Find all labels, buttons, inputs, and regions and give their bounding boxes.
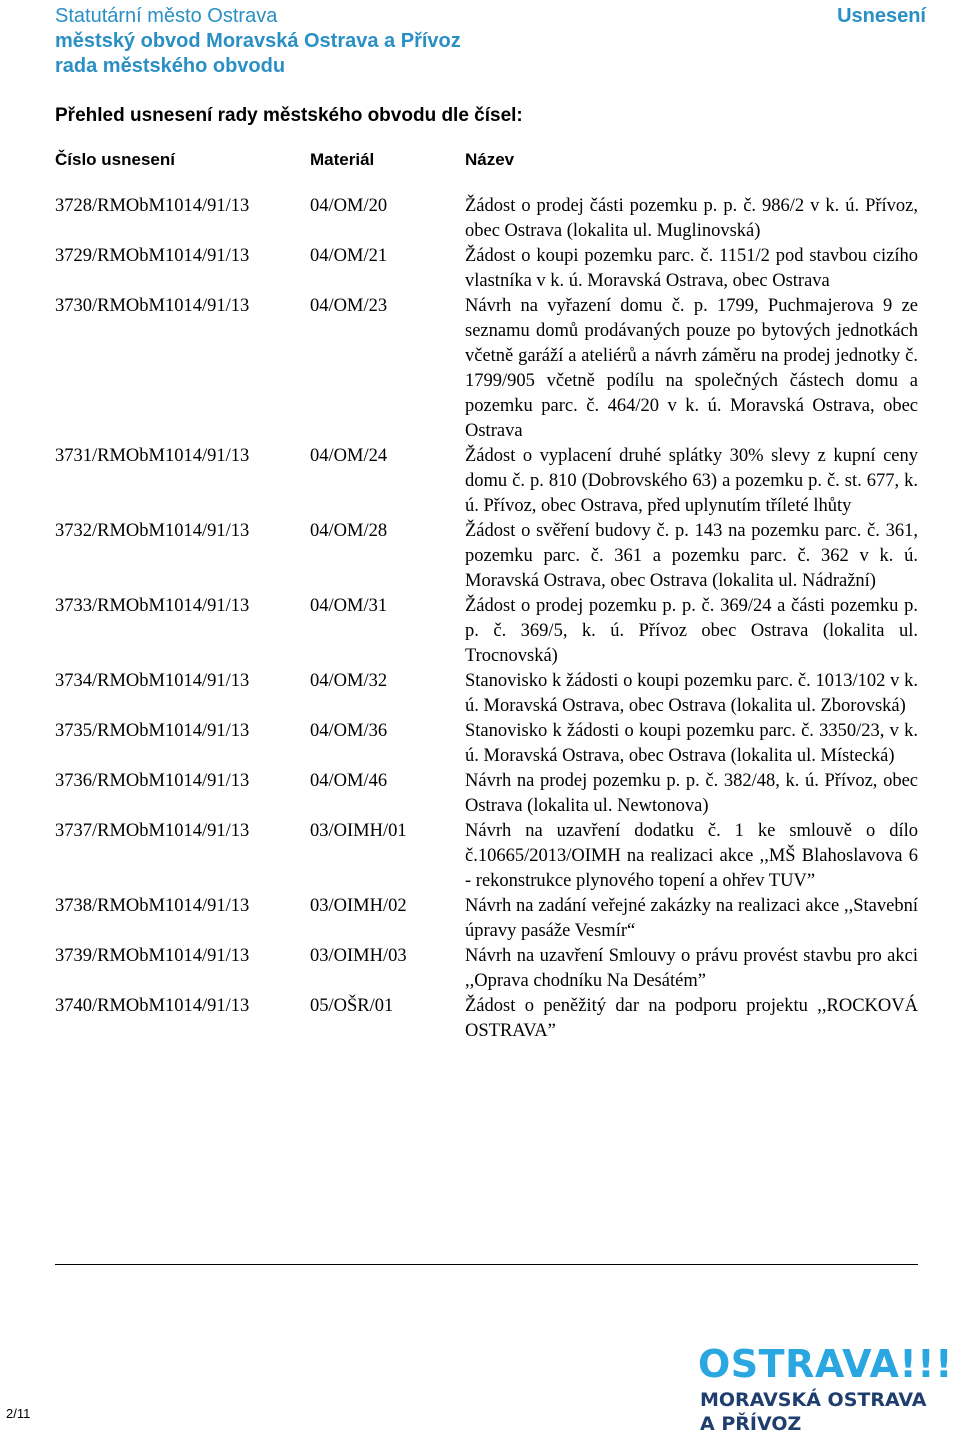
- table-row: [55, 769, 918, 819]
- document-header: [55, 4, 461, 79]
- resolution-material: 04/OM/28: [310, 521, 388, 541]
- resolution-number: 3738/RMObM1014/91/13: [55, 896, 250, 916]
- document-type: Usnesení: [837, 5, 926, 27]
- resolution-material: 04/OM/24: [310, 446, 388, 466]
- table-row: [55, 294, 918, 444]
- resolution-number: 3739/RMObM1014/91/13: [55, 946, 250, 966]
- table-row: [55, 594, 918, 669]
- header-city: Statutární město Ostrava: [55, 5, 278, 27]
- resolution-material: 04/OM/36: [310, 721, 388, 741]
- resolution-name: Stanovisko k žádosti o koupi pozemku parc. č. 3350/23, v k. ú. Moravská Ostrava, obec Ostrava (lokalita ul. Místecká): [465, 721, 918, 766]
- resolution-material: 03/OIMH/01: [310, 821, 407, 841]
- resolution-name: Žádost o peněžitý dar na podporu projektu ,,ROCKOVÁ OSTRAVA”: [465, 996, 918, 1041]
- resolution-list: [55, 194, 918, 1044]
- resolution-number: 3736/RMObM1014/91/13: [55, 771, 250, 791]
- table-row: [55, 894, 918, 944]
- resolution-name: Návrh na uzavření Smlouvy o právu provést stavbu pro akci ,,Oprava chodníku Na Desátém”: [465, 946, 918, 991]
- resolution-name: Žádost o svěření budovy č. p. 143 na pozemku parc. č. 361, pozemku parc. č. 361 a pozemku parc. č. 362 v k. ú. Moravská Ostrava, obec Ostrava (lokalita ul. Nádražní): [465, 521, 918, 591]
- resolution-material: 03/OIMH/03: [310, 946, 407, 966]
- table-row: [55, 994, 918, 1044]
- table-row: [55, 669, 918, 719]
- resolution-number: 3731/RMObM1014/91/13: [55, 446, 250, 466]
- table-row: [55, 819, 918, 894]
- resolution-number: 3730/RMObM1014/91/13: [55, 296, 250, 316]
- header-council: rada městského obvodu: [55, 55, 286, 77]
- column-header-number: Číslo usnesení: [55, 150, 175, 169]
- resolution-number: 3734/RMObM1014/91/13: [55, 671, 250, 691]
- resolution-name: Návrh na uzavření dodatku č. 1 ke smlouvě o dílo č.10665/2013/OIMH na realizaci akce ,,MŠ Blahoslavova 6 - rekonstrukce plynového topení a ohřev TUV”: [465, 821, 918, 891]
- resolution-name: Návrh na zadání veřejné zakázky na realizaci akce ,,Stavební úpravy pasáže Vesmír“: [465, 896, 918, 941]
- footer-rule: [55, 1264, 918, 1265]
- resolution-number: 3732/RMObM1014/91/13: [55, 521, 250, 541]
- resolution-name: Návrh na prodej pozemku p. p. č. 382/48, k. ú. Přívoz, obec Ostrava (lokalita ul. Newtonova): [465, 771, 918, 816]
- resolution-number: 3733/RMObM1014/91/13: [55, 596, 250, 616]
- resolution-number: 3729/RMObM1014/91/13: [55, 246, 250, 266]
- resolution-material: 04/OM/23: [310, 296, 388, 316]
- resolution-material: 04/OM/32: [310, 671, 388, 691]
- resolution-name: Žádost o vyplacení druhé splátky 30% slevy z kupní ceny domu č. p. 810 (Dobrovského 63) a pozemku p. č. st. 677, k. ú. Přívoz, obec Ostrava, před uplynutím tříleté lhůty: [465, 446, 918, 516]
- table-row: [55, 244, 918, 294]
- column-header-name: Název: [465, 150, 515, 169]
- table-row: [55, 194, 918, 244]
- resolution-material: 04/OM/21: [310, 246, 388, 266]
- table-row: [55, 719, 918, 769]
- resolution-material: 04/OM/46: [310, 771, 388, 791]
- table-row: [55, 519, 918, 594]
- resolution-name: Žádost o prodej pozemku p. p. č. 369/24 a části pozemku p. p. č. 369/5, k. ú. Přívoz obec Ostrava (lokalita ul. Trocnovská): [465, 596, 918, 666]
- resolution-name: Stanovisko k žádosti o koupi pozemku parc. č. 1013/102 v k. ú. Moravská Ostrava, obec Ostrava (lokalita ul. Zborovská): [465, 671, 918, 716]
- table-row: [55, 944, 918, 994]
- resolution-number: 3737/RMObM1014/91/13: [55, 821, 250, 841]
- page-number: 2/11: [6, 1406, 31, 1421]
- logo-line-district: MORAVSKÁ OSTRAVA: [700, 1389, 927, 1411]
- resolution-number: 3735/RMObM1014/91/13: [55, 721, 250, 741]
- column-header-material: Materiál: [310, 150, 375, 169]
- resolution-name: Žádost o koupi pozemku parc. č. 1151/2 pod stavbou cizího vlastníka v k. ú. Moravská Ostrava, obec Ostrava: [465, 246, 918, 291]
- page-title: Přehled usnesení rady městského obvodu dle čísel:: [55, 105, 523, 126]
- logo-line-ostrava: OSTRAVA!!!: [698, 1342, 953, 1386]
- logo-line-privoz: A PŘÍVOZ: [700, 1413, 802, 1435]
- resolution-material: 04/OM/31: [310, 596, 388, 616]
- resolution-name: Žádost o prodej části pozemku p. p. č. 986/2 v k. ú. Přívoz, obec Ostrava (lokalita ul. Muglinovská): [465, 196, 918, 241]
- header-district: městský obvod Moravská Ostrava a Přívoz: [55, 30, 461, 52]
- ostrava-logo: [698, 1342, 960, 1440]
- table-row: [55, 444, 918, 519]
- resolution-number: 3740/RMObM1014/91/13: [55, 996, 250, 1016]
- resolution-material: 05/OŠR/01: [310, 996, 394, 1016]
- resolution-material: 03/OIMH/02: [310, 896, 407, 916]
- resolution-name: Návrh na vyřazení domu č. p. 1799, Puchmajerova 9 ze seznamu domů prodávaných pouze po bytových jednotkách včetně garáží a ateliérů a návrh záměru na prodej jednotky č. 1799/905 včetně podílu na společných částech domu a pozemku parc. č. 464/20 v k. ú. Moravská Ostrava, obec Ostrava: [465, 296, 918, 441]
- resolution-material: 04/OM/20: [310, 196, 388, 216]
- resolution-number: 3728/RMObM1014/91/13: [55, 196, 250, 216]
